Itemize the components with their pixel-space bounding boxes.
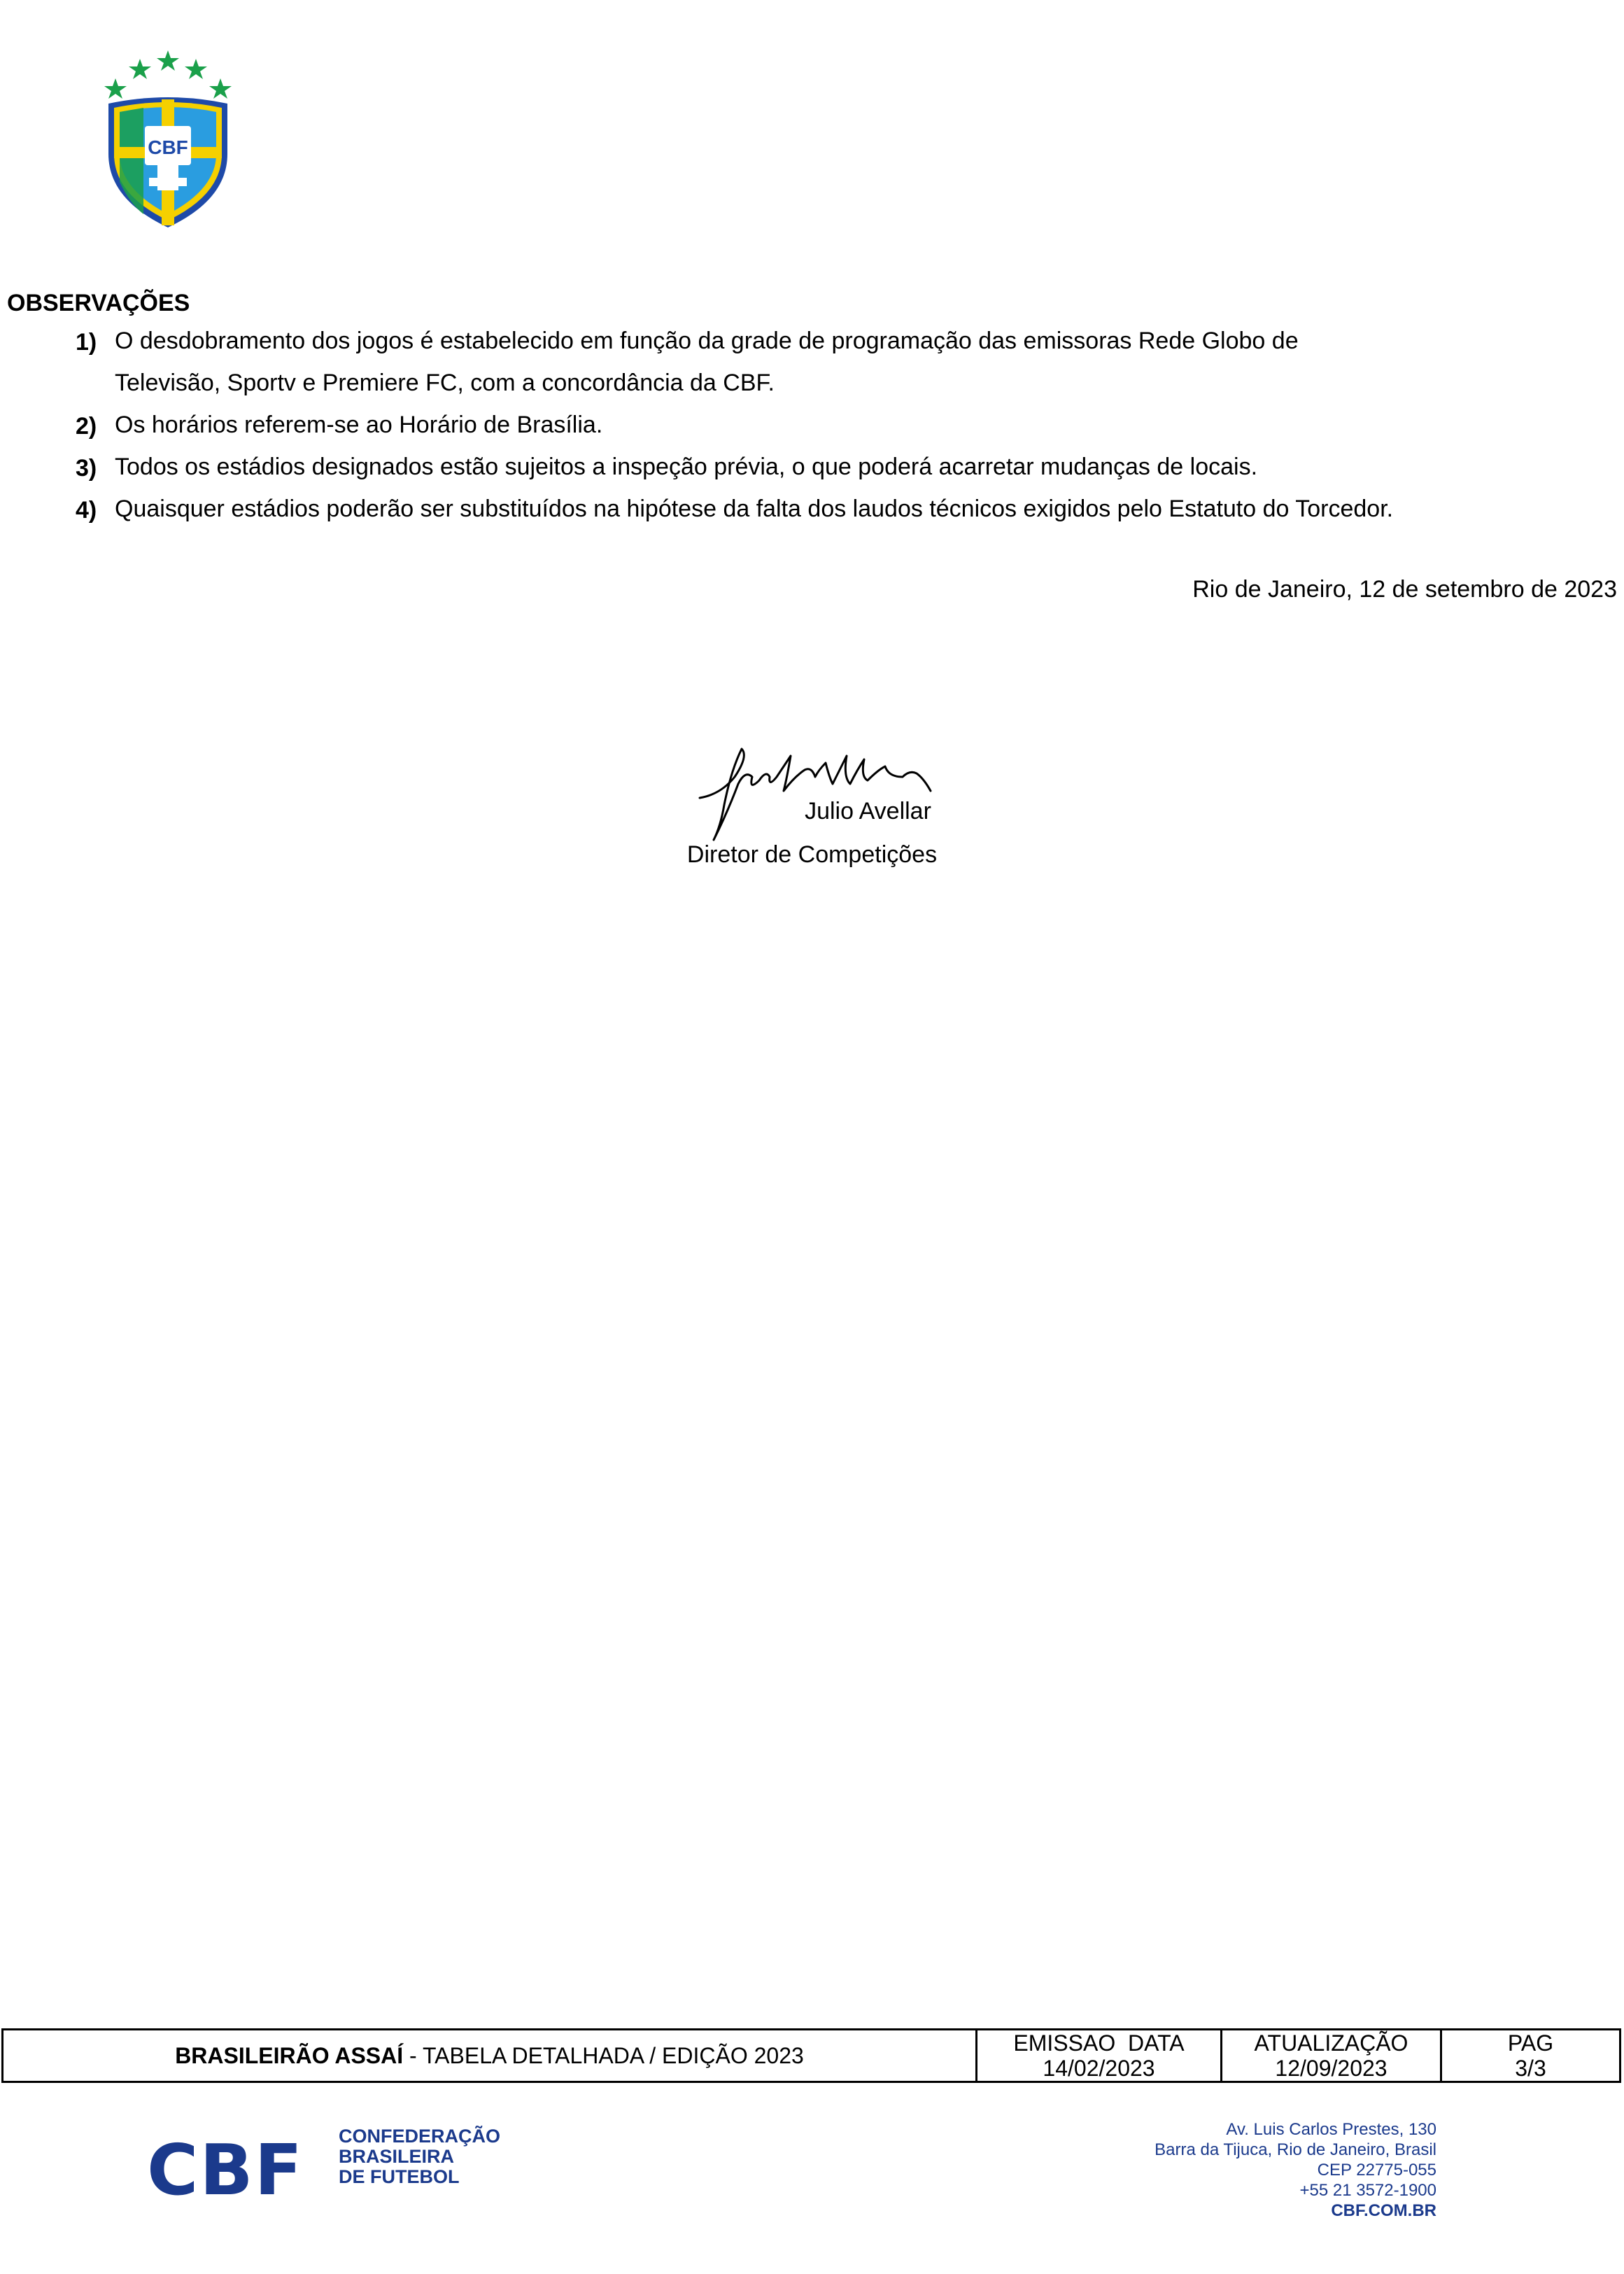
page-number: 3/3 — [1515, 2056, 1546, 2081]
observations-title: OBSERVAÇÕES — [7, 290, 190, 316]
item-number: 1) — [76, 329, 97, 356]
update-label: ATUALIZAÇÃO — [1254, 2030, 1408, 2056]
org-name-line: DE FUTEBOL — [339, 2166, 460, 2187]
competition-name: BRASILEIRÃO ASSAÍ — [175, 2043, 404, 2068]
cbf-crest-logo — [101, 49, 234, 231]
postal-code: CEP 22775-055 — [1317, 2161, 1436, 2180]
item-text-continued: Televisão, Sportv e Premiere FC, com a concordância da CBF. — [115, 370, 775, 396]
organization-name — [339, 2126, 500, 2187]
address-line: Av. Luis Carlos Prestes, 130 — [1226, 2120, 1436, 2139]
page-label: PAG — [1507, 2030, 1554, 2056]
website-link[interactable]: CBF.COM.BR — [1331, 2201, 1436, 2220]
address-line: Barra da Tijuca, Rio de Janeiro, Brasil — [1155, 2140, 1436, 2159]
update-date: 12/09/2023 — [1275, 2056, 1388, 2081]
emission-date-cell — [977, 2030, 1222, 2081]
item-number: 3) — [76, 455, 97, 482]
document-title-cell — [3, 2030, 977, 2081]
update-date-cell — [1222, 2030, 1442, 2081]
organization-address — [1155, 2119, 1436, 2221]
crest-text: CBF — [148, 136, 188, 158]
footer-info-table — [1, 2028, 1621, 2083]
item-text: O desdobramento dos jogos é estabelecido em função da grade de programação das emissoras Rede Globo de — [115, 328, 1299, 354]
document-title: - TABELA DETALHADA / EDIÇÃO 2023 — [403, 2043, 804, 2068]
signature-image — [693, 728, 938, 847]
item-text: Quaisquer estádios poderão ser substituídos na hipótese da falta dos laudos técnicos exigidos pelo Estatuto do Torcedor. — [115, 496, 1394, 522]
emission-date: 14/02/2023 — [1043, 2056, 1155, 2081]
org-name-line: CONFEDERAÇÃO — [339, 2126, 501, 2147]
signatory-name-text: Julio Avellar — [805, 798, 931, 824]
emission-label: EMISSAO DATA — [1013, 2030, 1185, 2056]
org-name-line: BRASILEIRA — [339, 2146, 455, 2167]
phone-number: +55 21 3572-1900 — [1299, 2181, 1436, 2200]
item-number: 4) — [76, 497, 97, 524]
crest-stars — [104, 50, 232, 99]
cbf-footer-logo: CBF — [147, 2129, 304, 2211]
item-text: Todos os estádios designados estão sujeitos a inspeção prévia, o que poderá acarretar mudanças de locais. — [115, 454, 1258, 480]
date-line: Rio de Janeiro, 12 de setembro de 2023 — [1192, 576, 1617, 603]
page-cell — [1442, 2030, 1619, 2081]
item-text: Os horários referem-se ao Horário de Brasília. — [115, 412, 603, 438]
signatory-role: Diretor de Competições — [686, 841, 938, 868]
item-number: 2) — [76, 413, 97, 440]
signatory-name — [0, 798, 1624, 825]
